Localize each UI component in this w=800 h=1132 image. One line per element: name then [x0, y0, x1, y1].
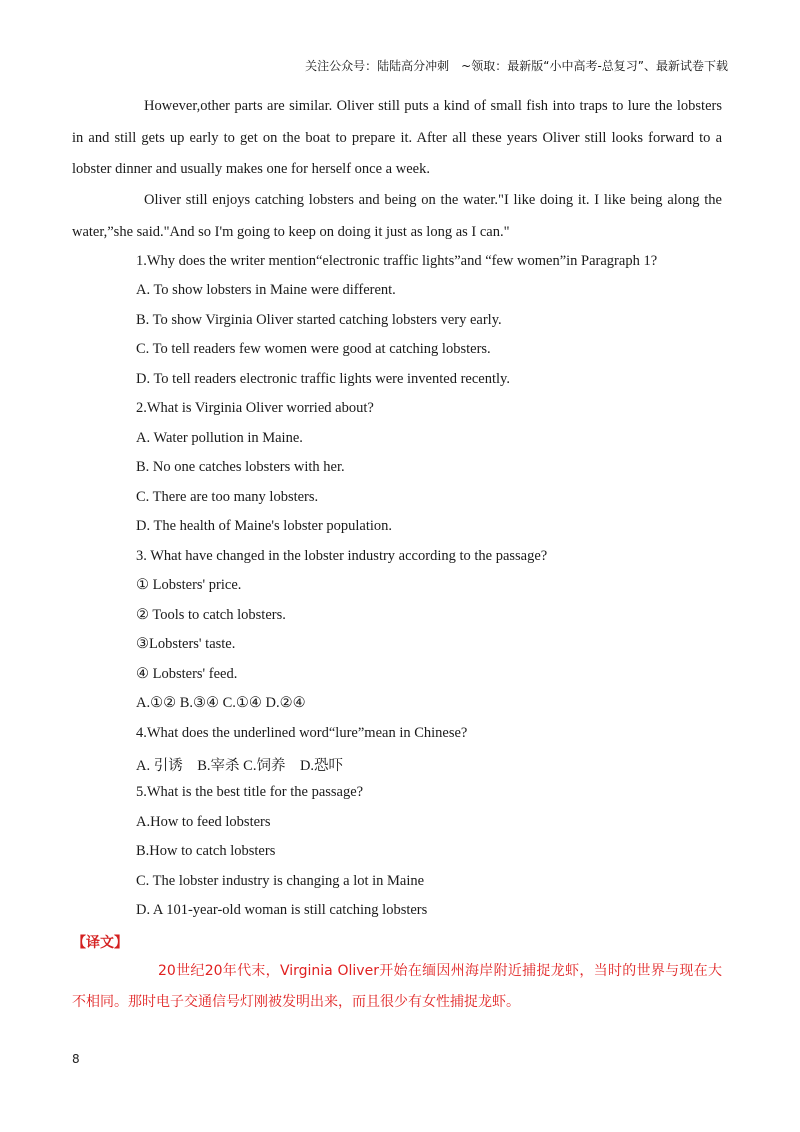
question-5: 5.What is the best title for the passage?	[136, 784, 364, 800]
question-3-item-2: ② Tools to catch lobsters.	[136, 607, 286, 623]
question-2-option-c: C. There are too many lobsters.	[136, 489, 319, 505]
question-5-option-a: A.How to feed lobsters	[136, 814, 271, 830]
question-1-option-a: A. To show lobsters in Maine were different.	[136, 282, 396, 298]
question-1-option-c: C. To tell readers few women were good at catching lobsters.	[136, 341, 491, 357]
question-3-item-4: ④ Lobsters' feed.	[136, 666, 238, 682]
question-2-option-d: D. The health of Maine's lobster population.	[136, 518, 393, 534]
question-3-item-3: ③Lobsters' taste.	[136, 636, 236, 652]
page-header: 关注公众号：陆陆高分冲刺 ~领取：最新版“小中高考-总复习”、最新试卷下载	[305, 59, 728, 73]
question-5-option-b: B.How to catch lobsters	[136, 843, 276, 859]
question-1-option-b: B. To show Virginia Oliver started catching lobsters very early.	[136, 312, 502, 328]
question-1: 1.Why does the writer mention“electronic traffic lights”and “few women”in Paragraph 1?	[136, 253, 658, 269]
question-4-options: A. 引诱 B.宰杀 C.饲养 D.恐吓	[136, 758, 344, 774]
question-2-option-a: A. Water pollution in Maine.	[136, 430, 303, 446]
question-3-options: A.①② B.③④ C.①④ D.②④	[136, 695, 306, 711]
paragraph-2	[72, 185, 722, 248]
paragraph-1-text: However,other parts are similar. Oliver still puts a kind of small fish into traps to lure the lobsters in and still gets up early to get on the boat to prepare it. After all these years Oliver still looks forward to a lobster dinner and usually makes one for herself once a week.	[72, 98, 722, 177]
question-5-option-c: C. The lobster industry is changing a lot in Maine	[136, 873, 425, 889]
translation-text: 20世纪20年代末，Virginia Oliver开始在缅因州海岸附近捕捉龙虾，当时的世界与现在大不相同。那时电子交通信号灯刚被发明出来，而且很少有女性捕捉龙虾。	[72, 963, 722, 1010]
translation-paragraph	[72, 956, 722, 1018]
paragraph-2-text: Oliver still enjoys catching lobsters and being on the water."I like doing it. I like being along the water,”she said."And so I'm going to keep on doing it just as long as I can."	[72, 192, 722, 240]
question-2: 2.What is Virginia Oliver worried about?	[136, 400, 374, 416]
question-5-option-d: D. A 101-year-old woman is still catching lobsters	[136, 902, 428, 918]
question-3: 3. What have changed in the lobster industry according to the passage?	[136, 548, 548, 564]
translation-tag: 【译文】	[72, 935, 128, 951]
question-1-option-d: D. To tell readers electronic traffic lights were invented recently.	[136, 371, 510, 387]
question-3-item-1: ① Lobsters' price.	[136, 577, 242, 593]
question-4: 4.What does the underlined word“lure”mean in Chinese?	[136, 725, 468, 741]
page-number: 8	[72, 1052, 80, 1066]
paragraph-1	[72, 91, 722, 186]
question-2-option-b: B. No one catches lobsters with her.	[136, 459, 345, 475]
